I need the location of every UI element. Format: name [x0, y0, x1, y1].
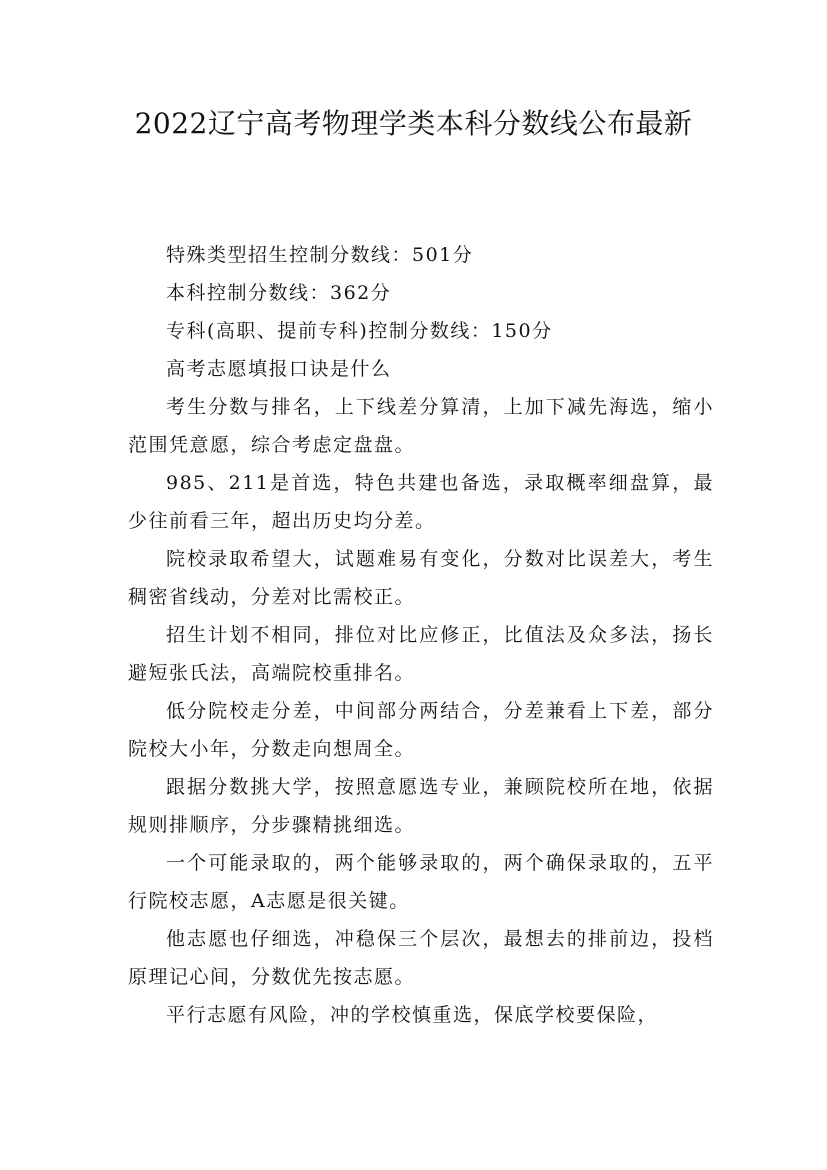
paragraph: 院校录取希望大，试题难易有变化，分数对比误差大，考生稠密省线动，分差对比需校正。 — [128, 548, 714, 608]
paragraph: 低分院校走分差，中间部分两结合，分差兼看上下差，部分院校大小年，分数走向想周全。 — [128, 700, 714, 760]
paragraph: 考生分数与排名，上下线差分算清，上加下减先海选，缩小范围凭意愿，综合考虑定盘盘。 — [128, 396, 714, 456]
paragraph-undergrad-line: 本科控制分数线：362分 — [166, 282, 392, 304]
paragraph: 一个可能录取的，两个能够录取的，两个确保录取的，五平行院校志愿，A志愿是很关键。 — [128, 852, 714, 912]
document-body — [128, 236, 714, 1034]
paragraph-section-heading: 高考志愿填报口诀是什么 — [166, 358, 392, 380]
document-title: 2022辽宁高考物理学类本科分数线公布最新 — [134, 107, 693, 140]
paragraph: 985、211是首选，特色共建也备选，录取概率细盘算，最少往前看三年，超出历史均分差。 — [128, 472, 714, 532]
paragraph: 招生计划不相同，排位对比应修正，比值法及众多法，扬长避短张氏法，高端院校重排名。 — [128, 624, 714, 684]
paragraph-special-line: 特殊类型招生控制分数线：501分 — [166, 244, 474, 266]
paragraph: 平行志愿有风险，冲的学校慎重选，保底学校要保险， — [166, 1004, 659, 1026]
paragraph: 跟据分数挑大学，按照意愿选专业，兼顾院校所在地，依据规则排顺序，分步骤精挑细选。 — [128, 776, 714, 836]
paragraph-junior-college-line: 专科(高职、提前专科)控制分数线：150分 — [166, 320, 553, 342]
paragraph: 他志愿也仔细选，冲稳保三个层次，最想去的排前边，投档原理记心间，分数优先按志愿。 — [128, 928, 714, 988]
